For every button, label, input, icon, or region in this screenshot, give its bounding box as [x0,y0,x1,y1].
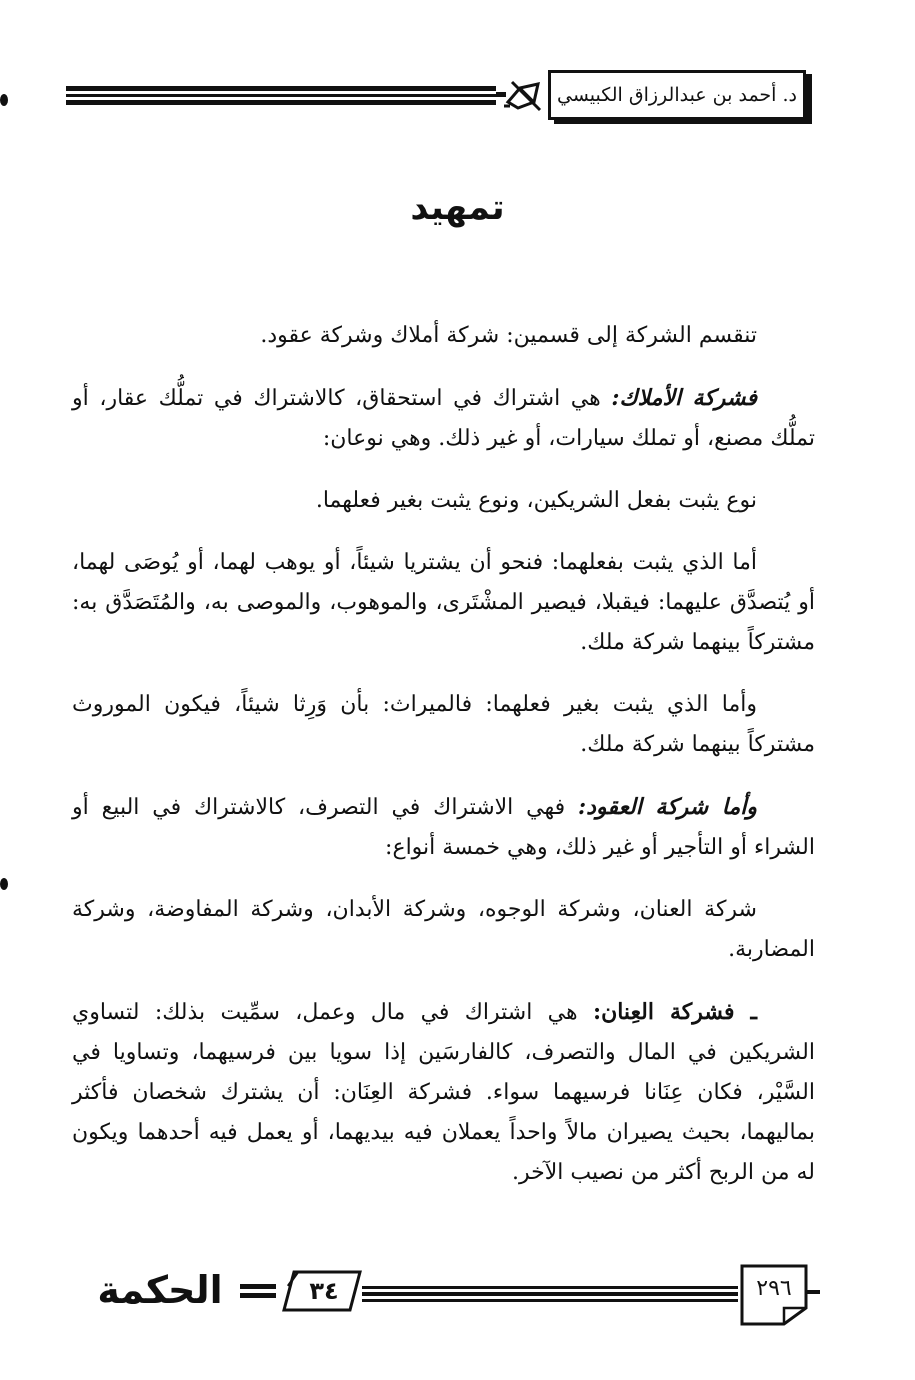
paragraph [72,316,815,356]
paragraph-text: هي اشتراك في مال وعمل، سمِّيت بذلك: لتساوي الشريكين في المال والتصرف، كالفارسَين إذا سويا بين فرسيهما، وتساويا في السَّيْر، فكان عِنَانا فرسيهما سواء. فشركة العِنَان: أن يشترك شخصان فأكثر بماليهما، بحيث يصيران مالاً واحداً يعملان فيه بيديهما، أو يعمل فيه أحدهما ويكون له من الربح أكثر من نصيب الآخر. [72,1000,815,1185]
author-name: د. أحمد بن عبدالرزاق الكبيسي [548,70,806,120]
paragraph [72,543,815,663]
paragraph-lead: وأما شركة العقود: [578,794,757,820]
running-header [0,62,915,132]
paragraph-text: أما الذي يثبت بفعلهما: فنحو أن يشتريا شيئاً، أو يوهب لهما، أو يُوصَى لهما، أو يُتصدَّق عليهما: فيقبلا، فيصير المشْتَرى، والموهوب، والموصى به، والمُتَصَدَّق به: مشتركاً بينهما شركة ملك. [72,550,815,655]
paragraph-text: شركة العنان، وشركة الوجوه، وشركة الأبدان، وشركة المفاوضة، وشركة المضاربة. [72,897,815,962]
page-number: ٢٩٦ [756,1276,792,1301]
pen-nib-icon [494,76,548,114]
paragraph-text: تنقسم الشركة إلى قسمين: شركة أملاك وشركة عقود. [260,323,757,348]
journal-logo: الحكمة [97,1268,223,1312]
paragraph-lead: فشركة الأملاك: [611,385,757,411]
page-title: تمهيد [410,188,505,228]
paragraph-text: وأما الذي يثبت بغير فعلهما: فالميراث: بأن وَرِثا شيئاً، فيكون الموروث مشتركاً بينهما شركة ملك. [72,692,815,757]
paragraph [72,481,815,521]
header-rule [66,84,496,108]
paragraph [72,787,815,868]
running-footer [0,1262,915,1332]
issue-number: ٣٤ [309,1277,339,1305]
body-text [72,316,815,1215]
margin-dot-middle [0,878,8,890]
paragraph-text: هي اشتراك في استحقاق، كالاشتراك في تملُّك عقار، أو تملُّك مصنع، أو تملك سيارات، أو غير ذلك. وهي نوعان: [72,386,815,451]
paragraph-text: فهي الاشتراك في التصرف، كالاشتراك في البيع أو الشراء أو التأجير أو غير ذلك، وهي خمسة أنواع: [72,795,815,860]
paragraph-text: نوع يثبت بفعل الشريكين، ونوع يثبت بغير فعلهما. [315,488,757,513]
paragraph [72,890,815,970]
paragraph [72,685,815,765]
paragraph [72,992,815,1193]
paragraph [72,378,815,459]
paragraph-lead: ـ فشركة العِنان: [592,999,757,1025]
